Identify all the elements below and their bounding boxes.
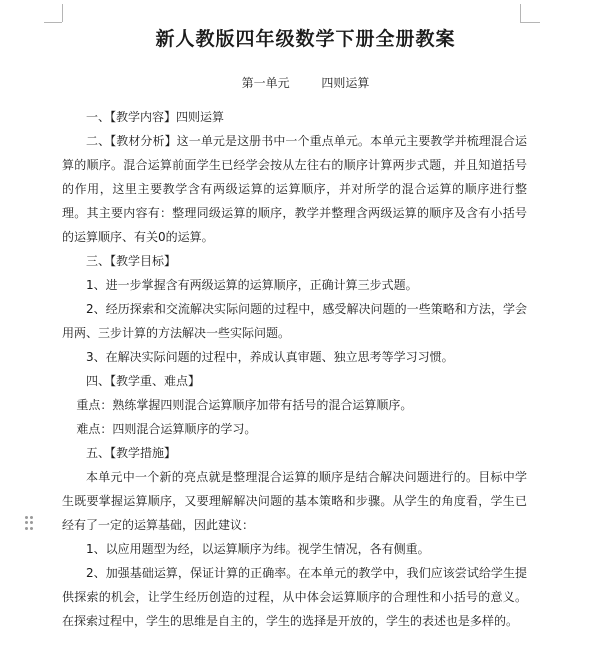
unit-topic: 四则运算	[321, 76, 370, 90]
unit-heading	[0, 74, 611, 91]
paragraph-measure-2: 2、加强基础运算，保证计算的正确率。在本单元的教学中，我们应该尝试给学生提供探索的机会，让学生经历创造的过程，从中体会运算顺序的合理性和小括号的意义。在探索过程中，学生的思维是自主的，学生的选择是开放的，学生的表述也是多样的。	[62, 566, 527, 628]
paragraph-measure-1: 1、以应用题型为经，以运算顺序为纬。视学生情况，各有侧重。	[86, 542, 430, 556]
document-title: 新人教版四年级数学下册全册教案	[155, 28, 456, 50]
crop-mark-top-right-horizontal	[520, 22, 540, 23]
paragraph-teaching-content: 一、【教学内容】四则运算	[86, 110, 225, 124]
paragraph-measures-heading: 五、【教学措施】	[86, 446, 177, 460]
paragraph-goal-3: 3、在解决实际问题的过程中，养成认真审题、独立思考等学习习惯。	[86, 350, 454, 364]
paragraph-teaching-goals-heading: 三、【教学目标】	[86, 254, 177, 268]
document-body	[62, 105, 527, 633]
paragraph-goal-2: 2、经历探索和交流解决实际问题的过程中，感受解决问题的一些策略和方法，学会用两、三步计算的方法解决一些实际问题。	[62, 302, 527, 340]
unit-label: 第一单元	[241, 76, 290, 90]
drag-handle-icon[interactable]	[25, 516, 33, 530]
paragraph-material-analysis: 二、【教材分析】这一单元是这册书中一个重点单元。本单元主要教学并梳理混合运算的顺序。混合运算前面学生已经学会按从左往右的顺序计算两步式题，并且知道括号的作用，这里主要教学含有两级运算的运算顺序，并对所学的混合运算的顺序进行整理。其主要内容有：整理同级运算的顺序，教学并整理含两级运算的顺序及含有小括号的运算顺序、有关0的运算。	[62, 134, 527, 244]
paragraph-difficult-point: 难点：四则混合运算顺序的学习。	[76, 422, 257, 436]
paragraph-measures-intro: 本单元中一个新的亮点就是整理混合运算的顺序是结合解决问题进行的。目标中学生既要掌握运算顺序，又要理解解决问题的基本策略和步骤。从学生的角度看，学生已经有了一定的运算基础，因此建议：	[62, 470, 527, 532]
paragraph-key-points-heading: 四、【教学重、难点】	[86, 374, 201, 388]
crop-mark-top-right	[520, 4, 521, 22]
crop-mark-top-left-horizontal	[44, 22, 62, 23]
paragraph-goal-1: 1、进一步掌握含有两级运算的运算顺序，正确计算三步式题。	[86, 278, 418, 292]
paragraph-key-point: 重点：熟练掌握四则混合运算顺序加带有括号的混合运算顺序。	[76, 398, 413, 412]
crop-mark-top-left	[62, 4, 63, 22]
